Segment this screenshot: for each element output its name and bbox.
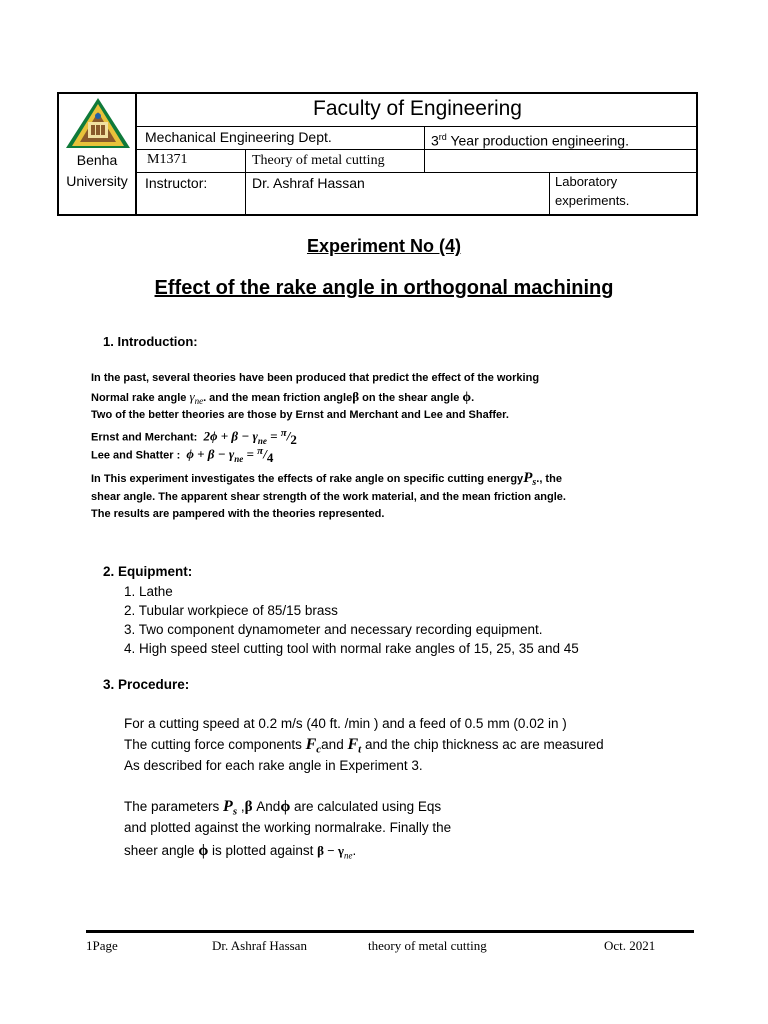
footer-course: theory of metal cutting (368, 938, 487, 953)
year-text: Year production engineering. (446, 132, 629, 149)
phi-symbol: ϕ (198, 842, 209, 859)
footer-date: Oct. 2021 (604, 938, 656, 953)
divider (137, 149, 698, 150)
equation-subscript: ne (343, 850, 353, 861)
university-name-line2: University (66, 173, 128, 189)
phi-symbol: ϕ (280, 798, 291, 815)
footer-divider (86, 930, 694, 933)
procedure-text: And (252, 799, 281, 814)
lee-shatter-label: Lee and Shatter : (91, 449, 181, 462)
equation-numerator: π (280, 427, 287, 439)
intro-line-8: The results are pampered with the theories represented. (91, 508, 385, 520)
procedure-line-6 (124, 841, 356, 866)
divider (424, 126, 425, 173)
divider (137, 172, 698, 173)
beta-symbol: β (244, 799, 253, 815)
procedure-text: is plotted against (208, 843, 318, 858)
ft-symbol: F (347, 736, 359, 753)
equation-subscript: ne (234, 453, 244, 464)
divider (245, 149, 246, 216)
footer-page: 1Page (86, 938, 118, 953)
faculty-title: Faculty of Engineering (313, 97, 522, 120)
gamma-symbol: γ (189, 389, 195, 404)
intro-line-7: shear angle. The apparent shear strength of the work material, and the mean friction angle. (91, 491, 566, 503)
ernst-merchant-label: Ernst and Merchant: (91, 431, 198, 444)
procedure-heading: 3. Procedure: (103, 677, 190, 692)
p-subscript: s (232, 805, 238, 818)
equation-subscript: ne (257, 435, 267, 446)
equation-text: ϕ + β − γ (186, 446, 235, 462)
gamma-subscript: ne (194, 396, 204, 407)
intro-line-3: Two of the better theories are those by Ernst and Merchant and Lee and Shaffer. (91, 409, 509, 421)
procedure-text: and (321, 737, 348, 752)
procedure-text: The parameters (124, 799, 224, 814)
header-table (57, 92, 698, 216)
intro-text: on the shear angle (359, 392, 463, 404)
ft-subscript: t (358, 743, 362, 756)
university-name-line1: Benha (76, 152, 118, 168)
department: Mechanical Engineering Dept. (145, 129, 332, 145)
fc-symbol: F (305, 736, 317, 753)
year-label (431, 129, 629, 149)
divider (549, 172, 550, 216)
procedure-text: , (237, 799, 245, 814)
procedure-text: are calculated using Eqs (290, 799, 442, 814)
intro-text: . (471, 392, 475, 404)
footer-author: Dr. Ashraf Hassan (212, 938, 307, 953)
equation-denominator: 4 (266, 449, 274, 465)
ernst-merchant-line: Ernst and Merchant: $2\phi + \beta - \gamma_{ne} = ^\pi/_2$ (91, 427, 297, 447)
intro-text: ., the (536, 473, 562, 485)
divider (137, 126, 698, 127)
equipment-item: 4. High speed steel cutting tool with normal rake angles of 15, 25, 35 and 45 (124, 641, 579, 656)
p-subscript: s (532, 477, 537, 489)
university-logo-icon (64, 96, 132, 150)
beta-symbol: β (352, 389, 360, 404)
fc-subscript: c (316, 743, 322, 756)
equipment-item: 3. Two component dynamometer and necessary recording equipment. (124, 622, 543, 637)
lee-shatter-line: Lee and Shatter : $\phi + \beta - \gamma_{ne} = ^\pi/_4$ (91, 445, 274, 465)
p-symbol: P (223, 798, 233, 815)
equation-text: β − γ (317, 843, 344, 858)
experiment-number-title: Experiment No (4) (306, 236, 462, 256)
experiment-main-title: Effect of the rake angle in orthogonal machining (154, 277, 614, 299)
year-ordinal: 3 (431, 132, 439, 149)
equation-text: = (266, 428, 281, 444)
equation-text: = (243, 446, 258, 462)
procedure-text: sheer angle (124, 843, 199, 858)
year-suffix: rd (438, 132, 447, 142)
equation-numerator: π (257, 445, 264, 457)
intro-line-1: In the past, several theories have been produced that predict the effect of the working (91, 372, 540, 384)
equipment-item: 2. Tubular workpiece of 85/15 brass (124, 603, 338, 618)
course-name: Theory of metal cutting (252, 153, 385, 168)
procedure-line-5: and plotted against the working normalrake. Finally the (124, 820, 452, 835)
course-code: M1371 (147, 152, 188, 167)
equation-denominator: 2 (290, 431, 297, 447)
equipment-heading: 2. Equipment: (103, 564, 193, 579)
instructor-name: Dr. Ashraf Hassan (252, 175, 365, 191)
equation-text: 2ϕ + β − γ (203, 428, 258, 444)
intro-text: In This experiment investigates the effects of rake angle on specific cutting energy (91, 473, 524, 485)
equipment-item: 1. Lathe (124, 584, 173, 599)
procedure-text: The cutting force components (124, 737, 306, 752)
instructor-label: Instructor: (145, 175, 208, 191)
introduction-heading: 1. Introduction: (103, 334, 198, 349)
intro-text: . and the mean friction angle (203, 392, 353, 404)
p-symbol: P (523, 470, 533, 486)
course-type-line1: Laboratory (555, 174, 618, 189)
intro-text: Normal rake angle (91, 392, 190, 404)
course-type-line2: experiments. (555, 193, 630, 208)
procedure-text: and the chip thickness ac are measured (361, 737, 604, 752)
procedure-line-1: For a cutting speed at 0.2 m/s (40 ft. /min ) and a feed of 0.5 mm (0.02 in ) (124, 716, 567, 731)
phi-symbol: ϕ (462, 390, 472, 405)
procedure-text: . (352, 843, 357, 858)
procedure-line-3: As described for each rake angle in Experiment 3. (124, 758, 423, 773)
